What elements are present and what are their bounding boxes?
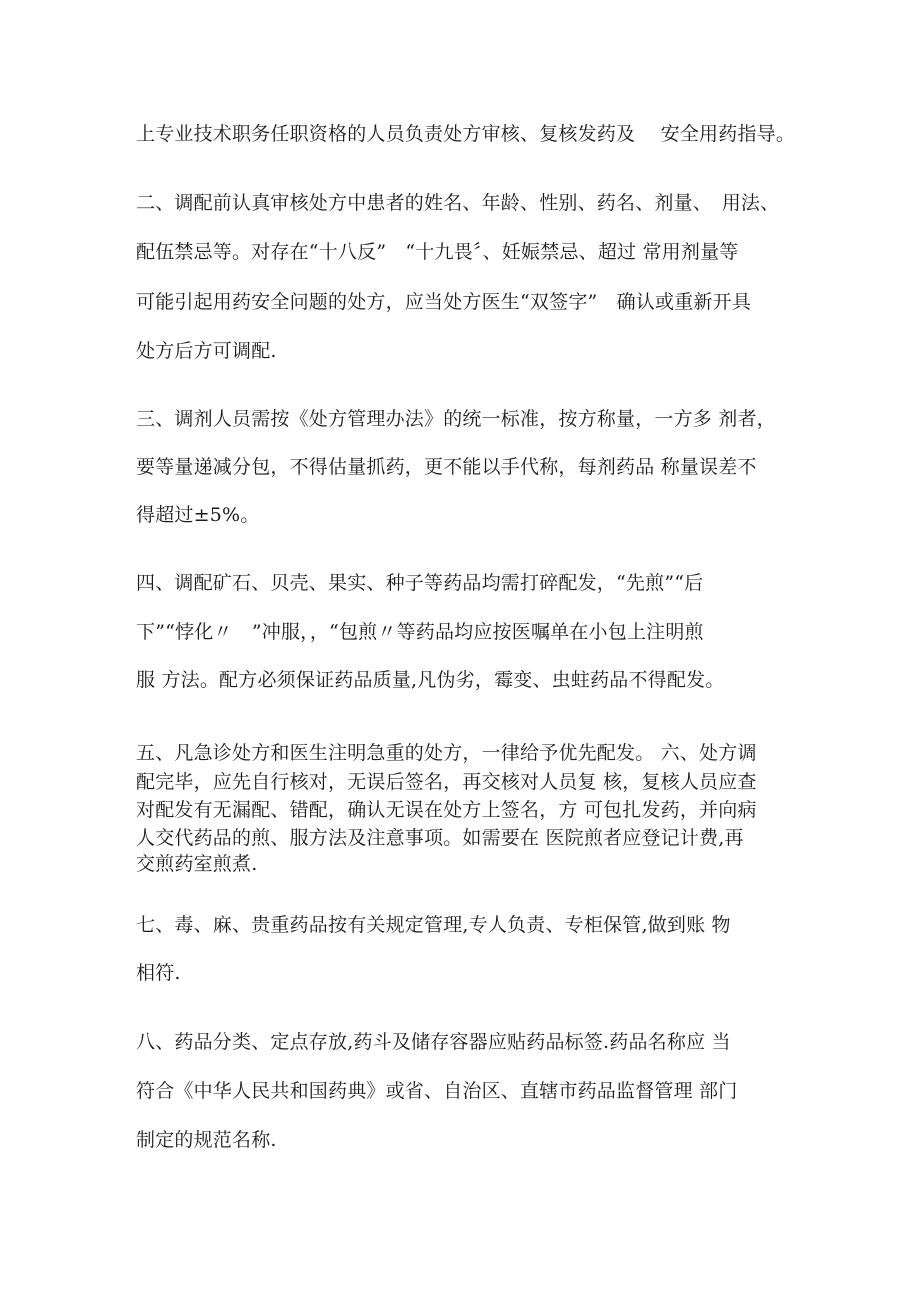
text-line: 二、调配前认真审核处方中患者的姓名、年龄、性别、药名、剂量、 用法、 xyxy=(136,192,780,214)
text-line: 下”“悖化〃 ”冲服，，“包煎〃等药品均应按医嘱单在小包上注明煎 xyxy=(136,621,704,643)
text-line: 五、凡急诊处方和医生注明急重的处方，一律给予优先配发。 六、处方调 xyxy=(136,742,757,764)
text-line: 处方后方可调配. xyxy=(136,340,277,362)
text-line: 配完毕，应先自行核对，无误后签名，再交核对人员复 核，复核人员应查 xyxy=(136,771,757,793)
text-line: 服 方法。配方必须保证药品质量,凡伪劣，霉变、虫蛀药品不得配发。 xyxy=(136,669,725,691)
text-line: 得超过±5%。 xyxy=(136,504,260,526)
text-line: 制定的规范名称. xyxy=(136,1129,277,1151)
text-line: 人交代药品的煎、服方法及注意事项。如需要在 医院煎者应登记计费,再 xyxy=(136,827,744,849)
text-line: 上专业技术职务任职资格的人员负责处方审核、复核发药及 安全用药指导。 xyxy=(136,123,796,145)
text-line: 七、毒、麻、贵重药品按有关规定管理,专人负责、专柜保管,做到账 物 xyxy=(136,914,731,936)
text-line: 交煎药室煎煮. xyxy=(136,853,258,875)
text-line: 四、调配矿石、贝壳、果实、种子等药品均需打碎配发，“先煎”“后 xyxy=(136,572,704,594)
text-line: 八、药品分类、定点存放,药斗及储存容器应贴药品标签.药品名称应 当 xyxy=(136,1031,731,1053)
text-line: 要等量递减分包，不得估量抓药，更不能以手代称，每剂药品 称量误差不 xyxy=(136,456,757,478)
text-line: 三、调剂人员需按《处方管理办法》的统一标准，按方称量，一方多 剂者， xyxy=(136,408,776,430)
text-line: 可能引起用药安全问题的处方，应当处方医生“双签字” 确认或重新开具 xyxy=(136,291,752,313)
text-line: 符合《中华人民共和国药典》或省、自治区、直辖市药品监督管理 部门 xyxy=(136,1080,738,1102)
text-line: 配伍禁忌等。对存在“十八反” “十九畏〞、妊娠禁忌、超过 常用剂量等 xyxy=(136,241,739,263)
text-line: 相符. xyxy=(136,962,181,984)
text-line: 对配发有无漏配、错配，确认无误在处方上签名，方 可包扎发药，并向病 xyxy=(136,799,757,821)
